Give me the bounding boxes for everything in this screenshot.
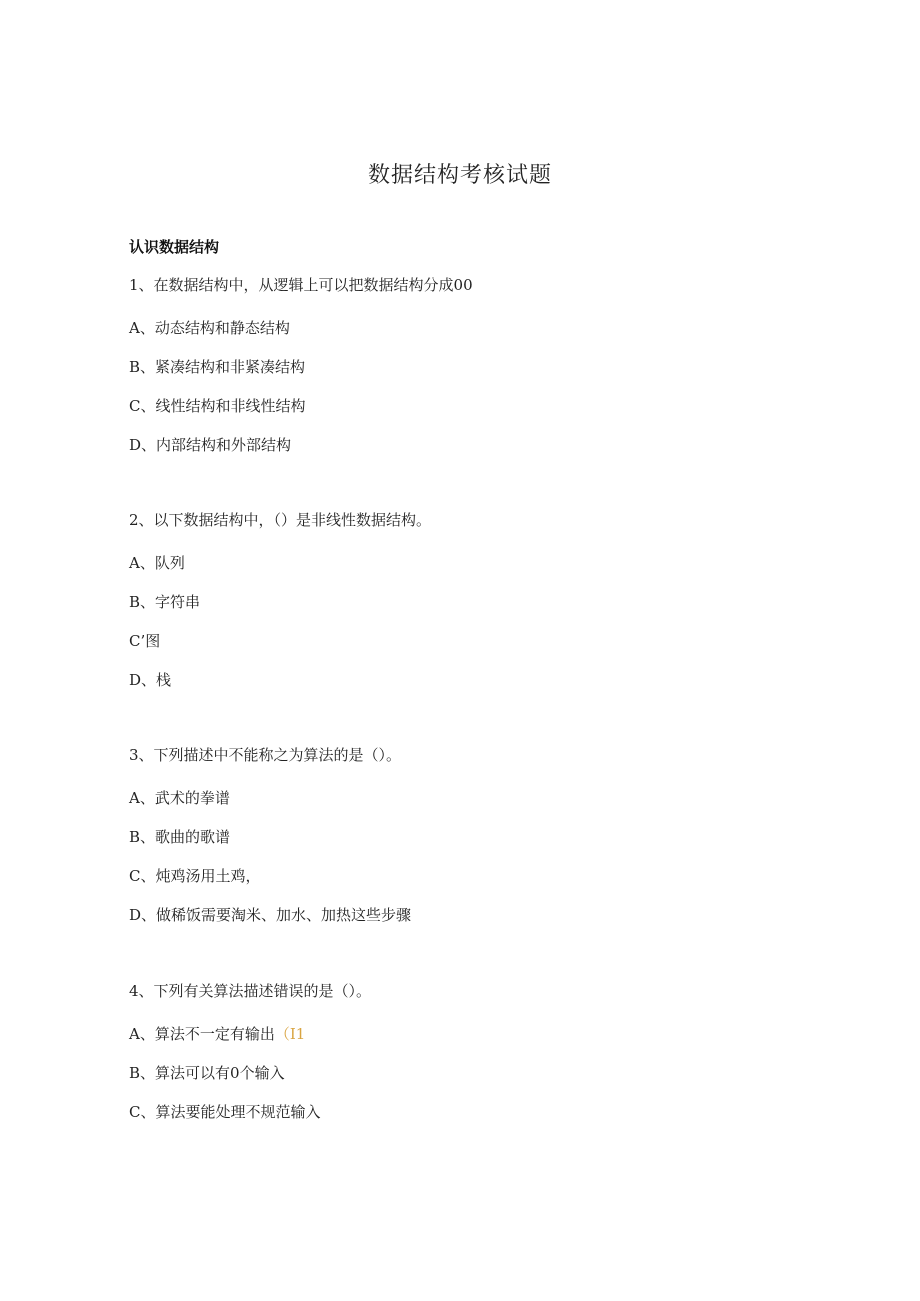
question-3-option-d: D、做稀饭需要淘米、加水、加热这些步骤 [129,906,412,924]
question-1-option-b: B、紧凑结构和非紧凑结构 [129,358,306,376]
question-2-option-d: D、栈 [129,671,172,689]
page-title: 数据结构考核试题 [367,163,552,188]
question-1-stem: 1、在数据结构中，从逻辑上可以把数据结构分成00 [129,276,473,294]
question-4-option-a-row [129,1024,305,1044]
question-4-option-b: B、算法可以有0个输入 [129,1064,285,1082]
question-4-option-c: C、算法要能处理不规范输入 [129,1103,321,1121]
margin-annotation: （I1 [274,1025,306,1043]
question-1-option-d: D、内部结构和外部结构 [129,436,292,454]
question-2-stem: 2、以下数据结构中，（）是非线性数据结构。 [129,511,432,529]
question-3-option-a: A、武术的拳谱 [129,789,230,807]
question-2-option-c: C’图 [129,632,161,650]
question-3-option-c: C、炖鸡汤用土鸡， [129,867,261,885]
question-2-option-b: B、字符串 [129,593,201,611]
question-4-option-a: A、算法不一定有输出 [129,1025,275,1043]
section-heading: 认识数据结构 [129,238,220,256]
question-3-stem: 3、下列描述中不能称之为算法的是（）。 [129,746,402,764]
question-2-option-a: A、队列 [129,554,185,572]
question-4-stem: 4、下列有关算法描述错误的是（）。 [129,982,372,1000]
question-3-option-b: B、歌曲的歌谱 [129,828,231,846]
question-1-option-a: A、动态结构和静态结构 [129,319,290,337]
question-1-option-c: C、线性结构和非线性结构 [129,397,306,415]
